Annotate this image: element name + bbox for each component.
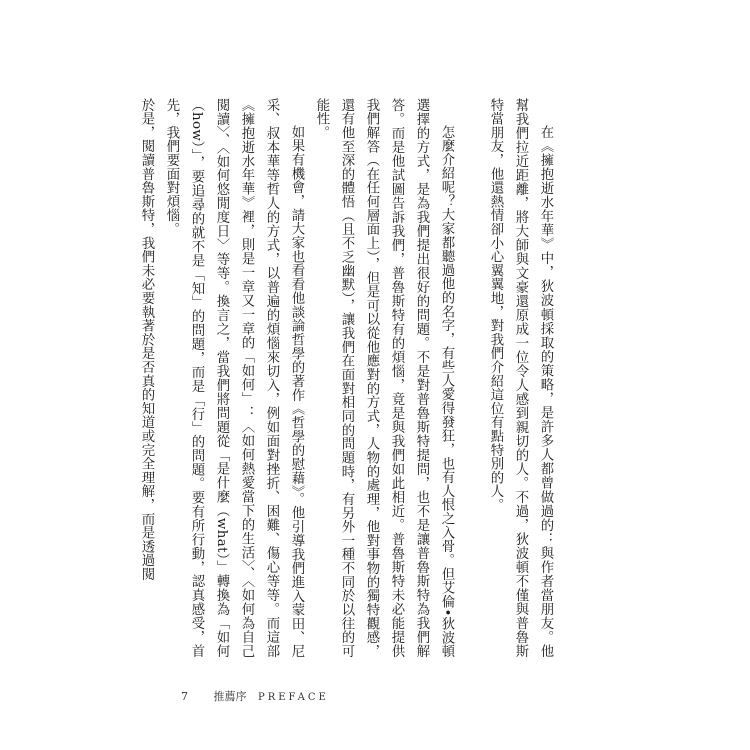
section-title-english: PREFACE bbox=[258, 692, 329, 703]
paragraph-2: 怎麼介紹呢？大家都聽過他的名字，有些人愛得發狂，也有人恨之入骨。但艾倫•狄波頓選擇的方式，是為我們提出很好的問題。不是對普魯斯特提問，也不是讓普魯斯特為我們解答。而是他試圖告訴我們，普魯斯特有的煩惱，竟是與我們如此相近。普魯斯特未必能提供我們解答（在任何層面上），但是可以從他應對的方式，人物的處理，他對事物的獨特觀感，還有他至深的體悟（且不乏幽默），讓我們在面對相同的問題時，有另外一種不同於以往的可能性。 bbox=[314, 98, 454, 658]
page-footer bbox=[181, 688, 329, 704]
vertical-text-block bbox=[134, 98, 558, 658]
paragraph-4: 於是，閱讀普魯斯特，我們未必要執著於是否真的知道或完全理解，而是透過閱 bbox=[139, 98, 154, 581]
section-title: 推薦序 bbox=[213, 690, 247, 703]
paragraph-3: 如果有機會，請大家也看看他談論哲學的著作《哲學的慰藉》。他引導我們進入蒙田、尼采、叔本華等哲人的方式，以普遍的煩惱來切入，例如面對挫折、困難、傷心等等。而這部《擁抱逝水年華》裡，則是一章又一章的「如何」：〈如何熱愛當下的生活〉、〈如何為自己閱讀〉、〈如何悠閒度日〉等等。換言之，當我們將問題從「是什麼（what）」轉換為「如何（how）」，要追尋的就不是「知」的問題，而是「行」的問題。要有所行動，認真感受，首先，我們要面對煩惱。 bbox=[164, 98, 304, 658]
paragraph-1: 在《擁抱逝水年華》中，狄波頓採取的策略，是許多人都曾做過的：與作者當朋友。他幫我們拉近距離，將大師與文豪還原成一位令人感到親切的人。不過，狄波頓不僅與普魯斯特當朋友，他還熱情卻小心翼翼地，對我們介紹這位有點特別的人。 bbox=[488, 98, 553, 658]
page-number: 7 bbox=[181, 690, 188, 703]
